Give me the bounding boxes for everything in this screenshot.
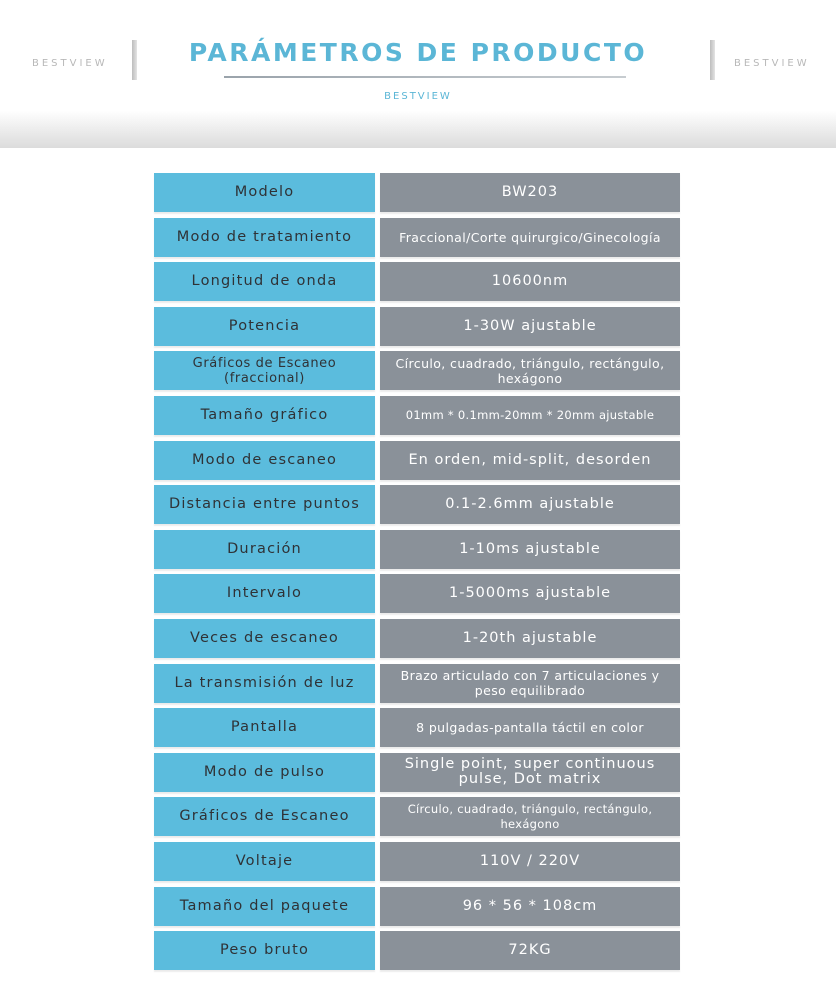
- param-value: 96 * 56 * 108cm: [380, 887, 680, 926]
- param-label: Modo de tratamiento: [154, 218, 375, 257]
- table-row: [154, 441, 680, 480]
- param-label: Peso bruto: [154, 931, 375, 970]
- table-row: [154, 307, 680, 346]
- param-value: 1-30W ajustable: [380, 307, 680, 346]
- param-value: 1-5000ms ajustable: [380, 574, 680, 613]
- table-row: [154, 887, 680, 926]
- table-row: [154, 530, 680, 569]
- table-row: [154, 842, 680, 881]
- table-row: [154, 396, 680, 435]
- param-label: Modo de pulso: [154, 753, 375, 792]
- param-value: Brazo articulado con 7 articulaciones y peso equilibrado: [380, 664, 680, 703]
- side-brand-left: BESTVIEW: [32, 58, 108, 69]
- param-label: Modo de escaneo: [154, 441, 375, 480]
- param-label: Potencia: [154, 307, 375, 346]
- page-subtitle: BESTVIEW: [384, 91, 452, 102]
- param-label: Tamaño gráfico: [154, 396, 375, 435]
- param-label: Veces de escaneo: [154, 619, 375, 658]
- param-label: Tamaño del paquete: [154, 887, 375, 926]
- param-label: La transmisión de luz: [154, 664, 375, 703]
- param-value: BW203: [380, 173, 680, 212]
- side-brand-right: BESTVIEW: [734, 58, 810, 69]
- param-value: 1-20th ajustable: [380, 619, 680, 658]
- page-header: [0, 0, 836, 148]
- param-value: 8 pulgadas-pantalla táctil en color: [380, 708, 680, 747]
- param-value: Círculo, cuadrado, triángulo, rectángulo, hexágono: [380, 797, 680, 836]
- table-row: [154, 753, 680, 792]
- table-row: [154, 797, 680, 836]
- param-label: Pantalla: [154, 708, 375, 747]
- table-row: [154, 351, 680, 390]
- table-row: [154, 931, 680, 970]
- table-row: [154, 218, 680, 257]
- spec-table: [154, 173, 680, 976]
- param-label: Distancia entre puntos: [154, 485, 375, 524]
- param-value: 1-10ms ajustable: [380, 530, 680, 569]
- table-row: [154, 574, 680, 613]
- title-underline: [224, 76, 626, 78]
- param-value: 72KG: [380, 931, 680, 970]
- param-value: Círculo, cuadrado, triángulo, rectángulo, hexágono: [380, 351, 680, 390]
- table-row: [154, 708, 680, 747]
- param-value: 0.1-2.6mm ajustable: [380, 485, 680, 524]
- table-row: [154, 619, 680, 658]
- param-label: Gráficos de Escaneo (fraccional): [154, 351, 375, 390]
- param-label: Intervalo: [154, 574, 375, 613]
- param-value: 110V / 220V: [380, 842, 680, 881]
- table-row: [154, 664, 680, 703]
- param-label: Longitud de onda: [154, 262, 375, 301]
- param-value: 10600nm: [380, 262, 680, 301]
- param-label: Modelo: [154, 173, 375, 212]
- table-row: [154, 262, 680, 301]
- param-label: Gráficos de Escaneo: [154, 797, 375, 836]
- decorative-bar-right: [710, 40, 715, 80]
- param-label: Voltaje: [154, 842, 375, 881]
- param-value: En orden, mid-split, desorden: [380, 441, 680, 480]
- param-label: Duración: [154, 530, 375, 569]
- table-row: [154, 173, 680, 212]
- param-value: Fraccional/Corte quirurgico/Ginecología: [380, 218, 680, 257]
- page-title: PARÁMETROS DE PRODUCTO: [188, 38, 648, 67]
- table-row: [154, 485, 680, 524]
- param-value: 01mm * 0.1mm-20mm * 20mm ajustable: [380, 396, 680, 435]
- param-value: Single point, super continuous pulse, Dot matrix: [380, 753, 680, 792]
